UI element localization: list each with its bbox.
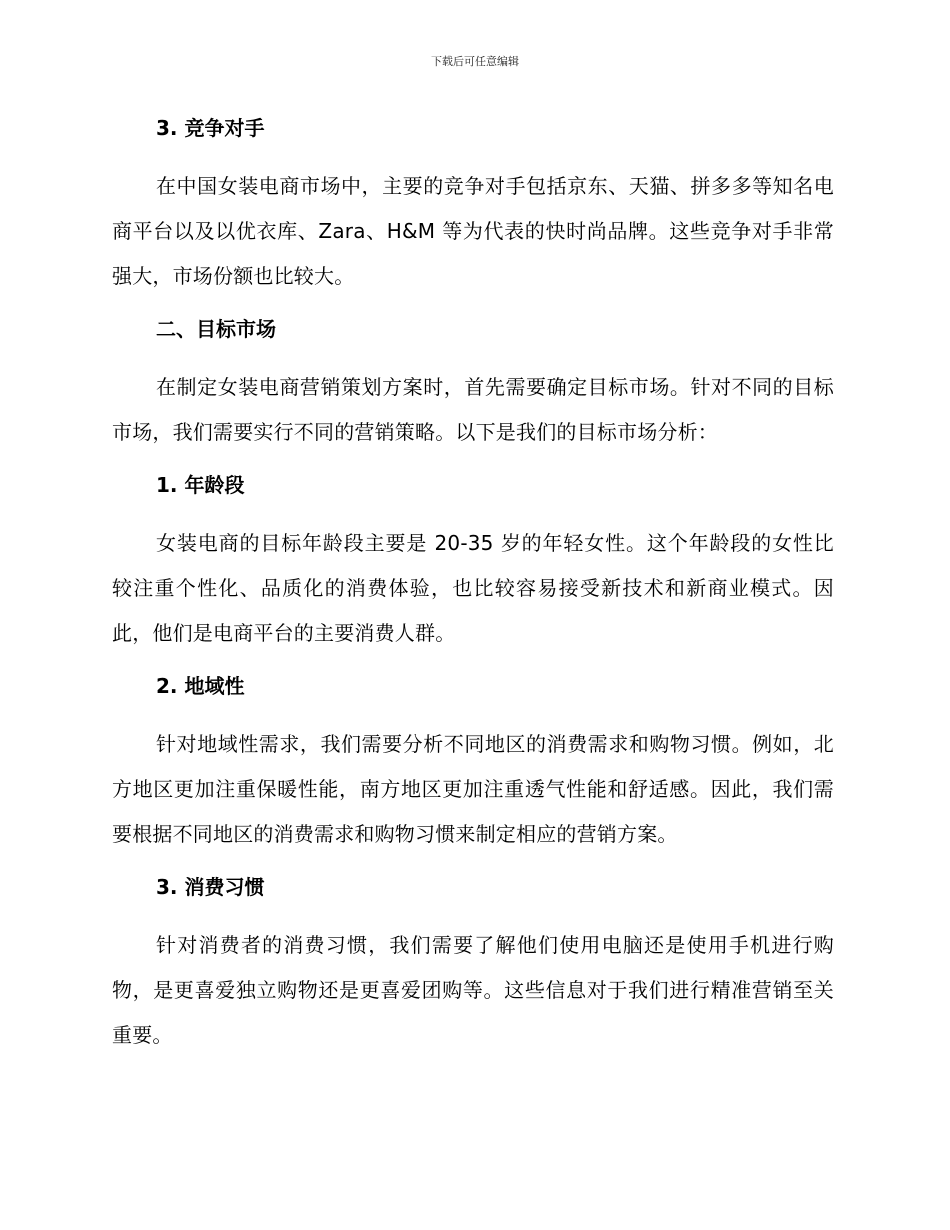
section-paragraph: 在中国女装电商市场中，主要的竞争对手包括京东、天猫、拼多多等知名电商平台以及以优衣库、Zara、H&M 等为代表的快时尚品牌。这些竞争对手非常强大，市场份额也比较大。 [112,174,834,288]
section-consumption-habits [112,871,834,1058]
page-header: 下载后可任意编辑 [431,55,519,68]
section-region [112,670,834,857]
section-target-market [112,313,834,455]
document-body [112,112,834,1072]
section-heading: 3. 消费习惯 [156,875,265,899]
section-competitors [112,112,834,299]
section-heading: 二、目标市场 [156,317,276,341]
section-paragraph: 女装电商的目标年龄段主要是 20-35 岁的年轻女性。这个年龄段的女性比较注重个性化、品质化的消费体验，也比较容易接受新技术和新商业模式。因此，他们是电商平台的主要消费人群。 [112,531,834,645]
section-heading: 3. 竞争对手 [156,116,265,140]
section-paragraph: 针对地域性需求，我们需要分析不同地区的消费需求和购物习惯。例如，北方地区更加注重保暖性能，南方地区更加注重透气性能和舒适感。因此，我们需要根据不同地区的消费需求和购物习惯来制定相应的营销方案。 [112,732,834,846]
section-heading: 2. 地域性 [156,674,245,698]
section-paragraph: 针对消费者的消费习惯，我们需要了解他们使用电脑还是使用手机进行购物，是更喜爱独立购物还是更喜爱团购等。这些信息对于我们进行精准营销至关重要。 [112,933,834,1047]
section-paragraph: 在制定女装电商营销策划方案时，首先需要确定目标市场。针对不同的目标市场，我们需要实行不同的营销策略。以下是我们的目标市场分析： [112,375,834,444]
section-age-group [112,469,834,656]
section-heading: 1. 年龄段 [156,473,245,497]
